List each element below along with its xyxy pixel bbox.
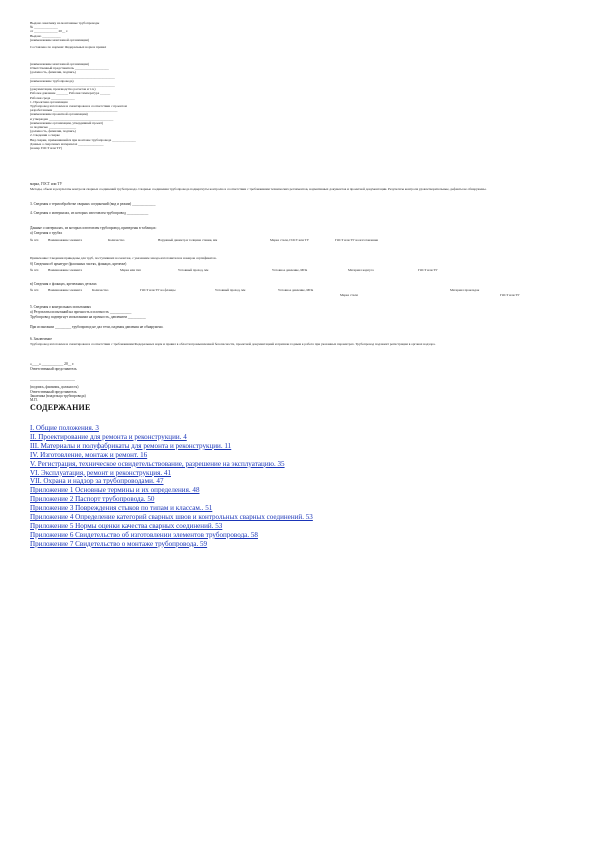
signature-caption: (подпись, фамилия, должность) bbox=[30, 385, 79, 389]
org-line: (наименование организации, утвердившей проект) bbox=[30, 120, 104, 125]
org-line: Рабочая среда ______________ bbox=[30, 95, 75, 100]
table-a-col: Марка стали, ГОСТ или ТУ bbox=[270, 238, 310, 242]
toc-link[interactable]: VII. Охрана и надзор за трубопроводами. 47 bbox=[30, 477, 164, 486]
org-line: __________________________________________________ bbox=[30, 74, 115, 79]
table-b-col: Условное давление, МПа bbox=[272, 268, 308, 272]
org-line: Трубопровод изготовлен и смонтирован в соответствии с проектом bbox=[30, 104, 127, 109]
table-b-note: Примечание: Сведения приведены для труб, поступивших на монтаж, с указанием завода-изготовителя и номеров сертификатов. bbox=[30, 256, 217, 260]
signature-line: _________________________ bbox=[30, 377, 75, 381]
table-b-col: Наименование элемента bbox=[48, 268, 83, 272]
table-a-col: Наружный диаметр и толщина стенки, мм bbox=[158, 238, 218, 242]
toc-title: СОДЕРЖАНИЕ bbox=[30, 403, 91, 412]
item-6: 6. Заключение bbox=[30, 337, 52, 341]
org-line: за подписью ________________ bbox=[30, 125, 77, 130]
table-b-col: Марка или тип bbox=[120, 268, 141, 272]
toc-link[interactable]: IV. Изготовление, монтаж и ремонт. 16 bbox=[30, 450, 148, 459]
table-c-col: ГОСТ или ТУ bbox=[500, 293, 520, 297]
table-a-col: Наименование элемента bbox=[48, 238, 83, 242]
signature-label-customer: Ответственный представитель bbox=[30, 390, 77, 394]
toc-link[interactable]: II. Проектирование для ремонта и реконструкции. 4 bbox=[30, 432, 187, 441]
toc-link[interactable]: V. Регистрация, техническое освидетельствование, разрешение на эксплуатацию. 35 bbox=[30, 459, 285, 468]
header-line: (наименование монтажной организации) bbox=[30, 37, 89, 42]
header-line: от ______________ 20__ г. bbox=[30, 29, 69, 34]
header-block bbox=[30, 21, 106, 49]
gost-line: марка, ГОСТ или ТУ bbox=[30, 182, 63, 186]
toc-link[interactable]: Приложение 1 Основные термины и их определения. 48 bbox=[30, 486, 200, 495]
item-4: 4. Сведения о материалах, из которых изготовлен трубопровод ____________ bbox=[30, 211, 149, 215]
table-a-col: № п/п bbox=[30, 238, 39, 242]
signature-label: Ответственный представитель bbox=[30, 367, 77, 371]
table-a-header bbox=[30, 238, 550, 248]
table-b-header bbox=[30, 268, 550, 276]
table-c-col: Материал прокладок bbox=[450, 288, 480, 292]
toc-link[interactable]: Приложение 4 Определение категорий сварных швов и контрольных сварных соединений. 53 bbox=[30, 513, 313, 522]
org-line: (наименование проектной организации) bbox=[30, 112, 88, 117]
control-paragraph: Методы, объем и результаты контроля сварных соединений трубопровода. Сварные соединения трубопровода подвергнуты контролю в соответствии с требованиями технических регламентов, нормативных документов и проектной документации. Результаты контроля удовлетворительные, дефекты не обнаружены. bbox=[30, 187, 487, 191]
table-b-col: № п/п bbox=[30, 268, 39, 272]
table-b-col: ГОСТ или ТУ bbox=[418, 268, 438, 272]
header-line: Выдано ___________ bbox=[30, 33, 61, 38]
toc-link[interactable]: I. Общие положения. 3 bbox=[30, 424, 99, 432]
pressure-line: При испытании _________ трубопровод не дал течи, падения давления не обнаружено. bbox=[30, 325, 164, 329]
table-of-contents bbox=[30, 424, 550, 549]
table-c-col: Условное давление, МПа bbox=[278, 288, 314, 292]
toc-link[interactable]: VI. Эксплуатация, ремонт и реконструкция. 41 bbox=[30, 468, 171, 477]
org-line: 2. Сведения о сварке bbox=[30, 133, 60, 138]
item-5b: Трубопровод подвергнут испытаниям на прочность, давлением __________ bbox=[30, 315, 146, 319]
table-c-col: № п/п bbox=[30, 288, 39, 292]
org-line: (документация, производство расчетов и т.п.) bbox=[30, 87, 96, 92]
toc-link[interactable]: Приложение 6 Свидетельство об изготовлении элементов трубопровода. 58 bbox=[30, 530, 258, 539]
org-line: Данные о сварочных материалах _______________ bbox=[30, 141, 104, 146]
org-line: (должность, фамилия, подпись) bbox=[30, 70, 76, 75]
stamp-label: М.П. bbox=[30, 398, 38, 402]
table-b-col: Материал корпуса bbox=[348, 268, 374, 272]
item-4-detail: Данные о материалах, из которых изготовлен трубопровод, приведены в таблицах: bbox=[30, 226, 157, 230]
toc-link[interactable]: III. Материалы и полуфабрикаты для ремонта и реконструкции. 11 bbox=[30, 441, 232, 450]
item-4b: б) Сведения об арматуре (фасонных частях, фланцах, крепеже) bbox=[30, 262, 127, 266]
table-c-col: Марка стали bbox=[340, 293, 358, 297]
org-line: разработанным ______________________________________ bbox=[30, 108, 118, 113]
item-3: 3. Сведения о термообработке сварных соединений (вид и режим) _____________ bbox=[30, 202, 156, 206]
header-line: Выдано заказчику на монтажные трубопроводы bbox=[30, 21, 100, 25]
conclusion-paragraph: Трубопровод изготовлен и смонтирован в соответствии с требованиями Федеральных норм и правил в области промышленной безопасности, проектной документацией и признан годным к работе при указанных параметрах. Трубопровод подлежит регистрации в органах надзора. bbox=[30, 342, 436, 346]
signature-customer-org: Заказчика (владельца трубопровода) bbox=[30, 394, 86, 398]
org-line: 1. Проектная организация bbox=[30, 99, 68, 104]
toc-link[interactable]: Приложение 5 Нормы оценки качества сварных соединений. 53 bbox=[30, 521, 223, 530]
item-4c: в) Сведения о фланцах, крепежных деталях bbox=[30, 282, 97, 286]
table-c-col: ГОСТ или ТУ на фланцы bbox=[140, 288, 176, 292]
item-5a: а) Результаты испытаний на прочность и плотность ____________ bbox=[30, 310, 132, 314]
header-line: № ______________ bbox=[30, 25, 58, 30]
organization-block bbox=[30, 62, 136, 150]
toc-link[interactable]: Приложение 2 Паспорт трубопровода. 50 bbox=[30, 495, 155, 504]
org-line: (номер ГОСТ или ТУ) bbox=[30, 146, 63, 151]
table-c-col: Количество bbox=[92, 288, 109, 292]
org-line: Вид сварки, применявшейся при монтаже трубопровода ______________ bbox=[30, 137, 136, 142]
table-c-header bbox=[30, 288, 560, 300]
table-c-col: Условный проход, мм bbox=[215, 288, 246, 292]
org-line: и утвержден ______________________________________ bbox=[30, 116, 114, 121]
org-line: (должность, фамилия, подпись) bbox=[30, 129, 76, 134]
toc-link[interactable]: Приложение 3 Повреждения стыков по типам и классам.. 51 bbox=[30, 504, 213, 513]
org-line: (наименование трубопровода) bbox=[30, 78, 74, 83]
org-line: Рабочее давление _______ Рабочая температура ______ bbox=[30, 91, 111, 96]
toc-link[interactable]: Приложение 7 Свидетельство о монтаже трубопровода. 59 bbox=[30, 539, 208, 548]
table-a-col: ГОСТ или ТУ на изготовление bbox=[335, 238, 379, 242]
table-b-col: Условный проход, мм bbox=[178, 268, 209, 272]
item-4a: а) Сведения о трубах bbox=[30, 231, 63, 235]
org-line: Ответственный представитель ____________________ bbox=[30, 66, 109, 71]
table-a-col: Количество bbox=[108, 238, 125, 242]
date-line: «____» ____________ 20__ г. bbox=[30, 362, 75, 366]
org-line: __________________________________________________ bbox=[30, 83, 115, 88]
table-c-col: Наименование элемента bbox=[48, 288, 83, 292]
org-line: (наименование монтажной организации) bbox=[30, 62, 89, 66]
header-line: Составлено по нормам: Федеральных норм и правил bbox=[30, 45, 107, 50]
item-5: 5. Сведения о контрольных испытаниях bbox=[30, 305, 92, 309]
